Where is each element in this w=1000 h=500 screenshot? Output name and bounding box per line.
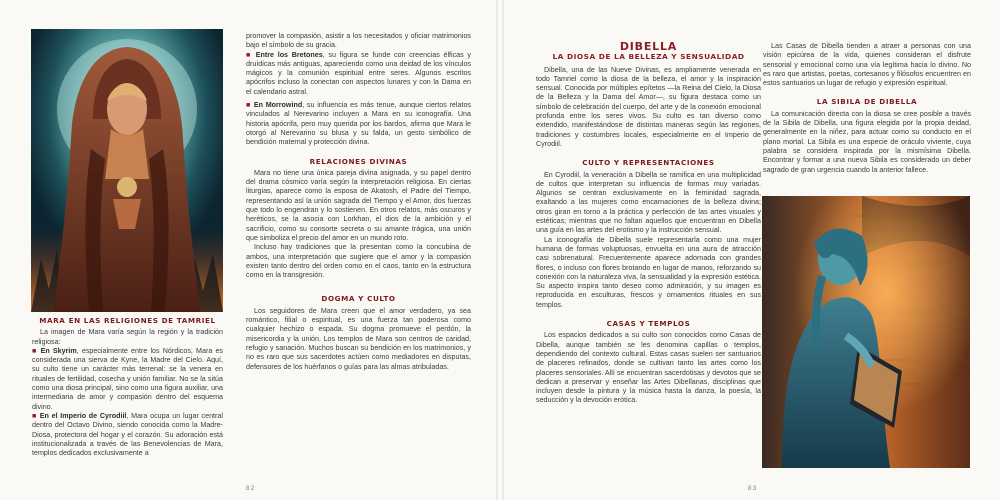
- subtitle-dibella: LA DIOSA DE LA BELLEZA Y SENSUALIDAD: [552, 52, 745, 62]
- label-skyrim: En Skyrim: [40, 346, 77, 355]
- heading-mara-religiones: MARA EN LAS RELIGIONES DE TAMRIEL: [39, 316, 216, 325]
- right-column-2: [763, 42, 971, 175]
- paragraph-culto-1: En Cyrodiil, la veneración a Dibella se ramifica en una multiplicidad de cultos que interpretan su influencia de formas muy variadas. Algunos se centran exclusivamente en la feminidad sagrada, exaltando a las mujeres como encarnaciones de la belleza divina; otros giran en torno a la práctica y perfección de las artes visuales y estéticas; mientras que no faltan aquellos que encuentran en Dibella una guía en las artes del erotismo y la instrucción sensual.: [536, 170, 761, 235]
- paragraph-casas-continuation: Las Casas de Dibella tienden a atraer a personas con una visión epicúrea de la vida, quienes consideran el disfrute sensorial y emocional como una vía legítima hacia lo divino. No es raro que artistas, poetas, cortesanos y filósofos encuentren en estos santuarios un lugar de refugio y expresión espiritual.: [763, 42, 971, 88]
- page-number-left: 82: [246, 486, 256, 492]
- right-page: [504, 0, 1000, 500]
- heading-culto-representaciones: CULTO Y REPRESENTACIONES: [582, 158, 715, 168]
- paragraph-dogma: Los seguidores de Mara creen que el amor verdadero, ya sea romántico, filial o espiritual, es una fuerza tan poderosa como cualquier hechizo o espada. Su dogma promueve el perdón, la misericordia y la unión. Los templos de Mara son centros de caridad, refugio y sanación. Muchos buscan su bendición en los matrimonios, y no es raro que sus sacerdotes actúen como mediadores en disputas, defensores de los huérfanos o guías para las almas atribuladas.: [246, 306, 471, 371]
- hooded-priestess-illustration: [31, 29, 223, 312]
- paragraph-intro: La imagen de Mara varía según la región y la tradición religiosa:: [32, 328, 223, 346]
- text-cyrodiil: , Mara ocupa un lugar central dentro del Octavo Divino, siendo conocida como la Madre-Diosa, protectora del hogar y el corazón. Su adoración está institucionalizada a través de las Benevolencias de Mara, templos dedicados exclusivamente a: [32, 411, 223, 458]
- reading-woman-icon: [762, 196, 970, 468]
- bullet-square-icon: ■: [246, 101, 252, 110]
- left-column-1: [32, 316, 223, 458]
- paragraph-casas: Los espacios dedicados a su culto son conocidos como Casas de Dibella, aunque también se les denomina capillas o templos, dependiendo del contexto cultural. Estas casas suelen ser santuarios de placeres refinados, donde se cultivan tanto las artes como los placeres sensoriales. Allí se encuentran sacerdotisas y devotos que se dedican a preservar y enseñar las Artes Dibellanas, disciplinas que incluyen desde la pintura y la música hasta la danza, la poesía, la seducción y la devoción erótica.: [536, 331, 761, 405]
- right-column-1: [536, 42, 761, 406]
- heading-casas-templos: CASAS Y TEMPLOS: [606, 319, 691, 329]
- reading-woman-illustration: [762, 196, 970, 468]
- page-number-right: 83: [748, 486, 758, 492]
- paragraph-skyrim: [32, 347, 223, 412]
- text-morrowind: , su influencia es más tenue, aunque ciertos relatos vinculados al Nerevarino incluyen a Mara en su iconografía. Una historia apócrifa, pero muy querida por los bardos, afirma que Mara le otorgó al Nerevarino su blusa y su falda, un gesto simbólico de bendición maternal y protección divina.: [246, 101, 471, 147]
- paragraph-relaciones-1: Mara no tiene una única pareja divina asignada, y su papel dentro del drama cósmico varía según la interpretación religiosa. En ciertas liturgias, aparece como la esposa de Akatosh, el Padre del Tiempo, representando así la unión sagrada del Tiempo y el Amor, dos fuerzas que todo lo engendran y lo sostienen. En otros relatos, más oscuros y heréticos, se la asocia con Lorkhan, el dios de la ambición y el sacrificio, como su consorte secreta o su amante trágica, una unión que simboliza el precio del amor en un mundo roto.: [246, 168, 471, 242]
- paragraph-culto-2: La iconografía de Dibella suele representarla como una mujer humana de formas voluptuosas, envuelta en una aura de atracción casi sobrenatural. Frecuentemente aparece adornada con grandes flores, o incluso con flores brotando en lugar de manos, reforzando su conexión con la naturaleza viva, la sensualidad y la expresión estética. Su aspecto inspira tanto deseo como admiración, y su imagen es reproducida en esculturas, frescos y ornamentos rituales en sus templos.: [536, 235, 761, 309]
- hooded-priestess-icon: [31, 29, 223, 312]
- heading-sibila-dibella: LA SIBILA DE DIBELLA: [816, 97, 918, 107]
- text-bretones: , su figura se funde con creencias élficas y druídicas más antiguas, apareciendo como una deidad de los vínculos mágicos y la comunión espiritual entre seres. Algunos escritos apócrifos incluso la conectan con aspectos lunares y con la Dama en el calendario astral.: [246, 50, 471, 96]
- left-column-2: [246, 32, 471, 372]
- paragraph-cyrodiil: [32, 412, 223, 458]
- paragraph-morrowind: [246, 101, 471, 147]
- bullet-square-icon: ■: [32, 411, 38, 420]
- left-page: [0, 0, 496, 500]
- heading-relaciones-divinas: RELACIONES DIVINAS: [309, 156, 408, 166]
- text-skyrim: , especialmente entre los Nórdicos, Mara es considerada una sierva de Kyne, la Madre del Cielo. Aquí, su culto tiene un carácter más terrenal: se la venera en rituales de fertilidad, cosecha y unión familiar. No se la sitúa como una diosa principal, sino como una figura auxiliar, una intermediaria de amor y compasión dentro del esquema divino.: [32, 346, 223, 411]
- bullet-square-icon: ■: [246, 50, 253, 59]
- label-morrowind: En Morrowind: [253, 101, 303, 110]
- label-cyrodiil: En el Imperio de Cyrodiil: [39, 411, 127, 420]
- heading-dogma-culto: DOGMA Y CULTO: [321, 294, 396, 304]
- title-dibella: DIBELLA: [619, 40, 678, 53]
- paragraph-dibella-intro: Dibella, una de las Nueve Divinas, es ampliamente venerada en todo Tamriel como la diosa de la belleza, el amor y la inspiración sensual. Conocida por múltiples epítetos —la Reina del Cielo, la Diosa de la Belleza y la Dama del Amor—, su figura destaca como un símbolo de celebración del cuerpo, del arte y de la conexión emocional profunda entre los seres vivos. Su culto es tan diverso como extendido, manifestándose de distintas maneras según las regiones, tradiciones y costumbres locales, especialmente en el Imperio de Cyrodiil.: [536, 65, 761, 148]
- book-gutter: [496, 0, 504, 500]
- bullet-square-icon: ■: [32, 346, 38, 355]
- paragraph-relaciones-2: Incluso hay tradiciones que la presentan como la concubina de ambos, una interpretación que sugiere que el amor y la compasión existen tanto dentro del orden como en el caos, tanto en la estructura como en la transgresión.: [246, 243, 471, 280]
- paragraph-bretones: [246, 51, 471, 97]
- label-bretones: Entre los Bretones: [255, 50, 323, 59]
- paragraph-sibila: La comunicación directa con la diosa se cree posible a través de la Sibila de Dibella, una figura elegida por la propia deidad, generalmente en la niñez, para actuar como su conducto en el plano mortal. La Sibila es una especie de oráculo viviente, cuya palabra se considera inspirada por la mismísima Dibella. Encontrar y formar a una nueva Sibila es considerado un deber sagrado de gran urgencia cuando la anterior fallece.: [763, 109, 971, 174]
- paragraph-continuation: promover la compasión, asistir a los necesitados y oficiar matrimonios bajo el símbolo de su gracia.: [246, 32, 471, 50]
